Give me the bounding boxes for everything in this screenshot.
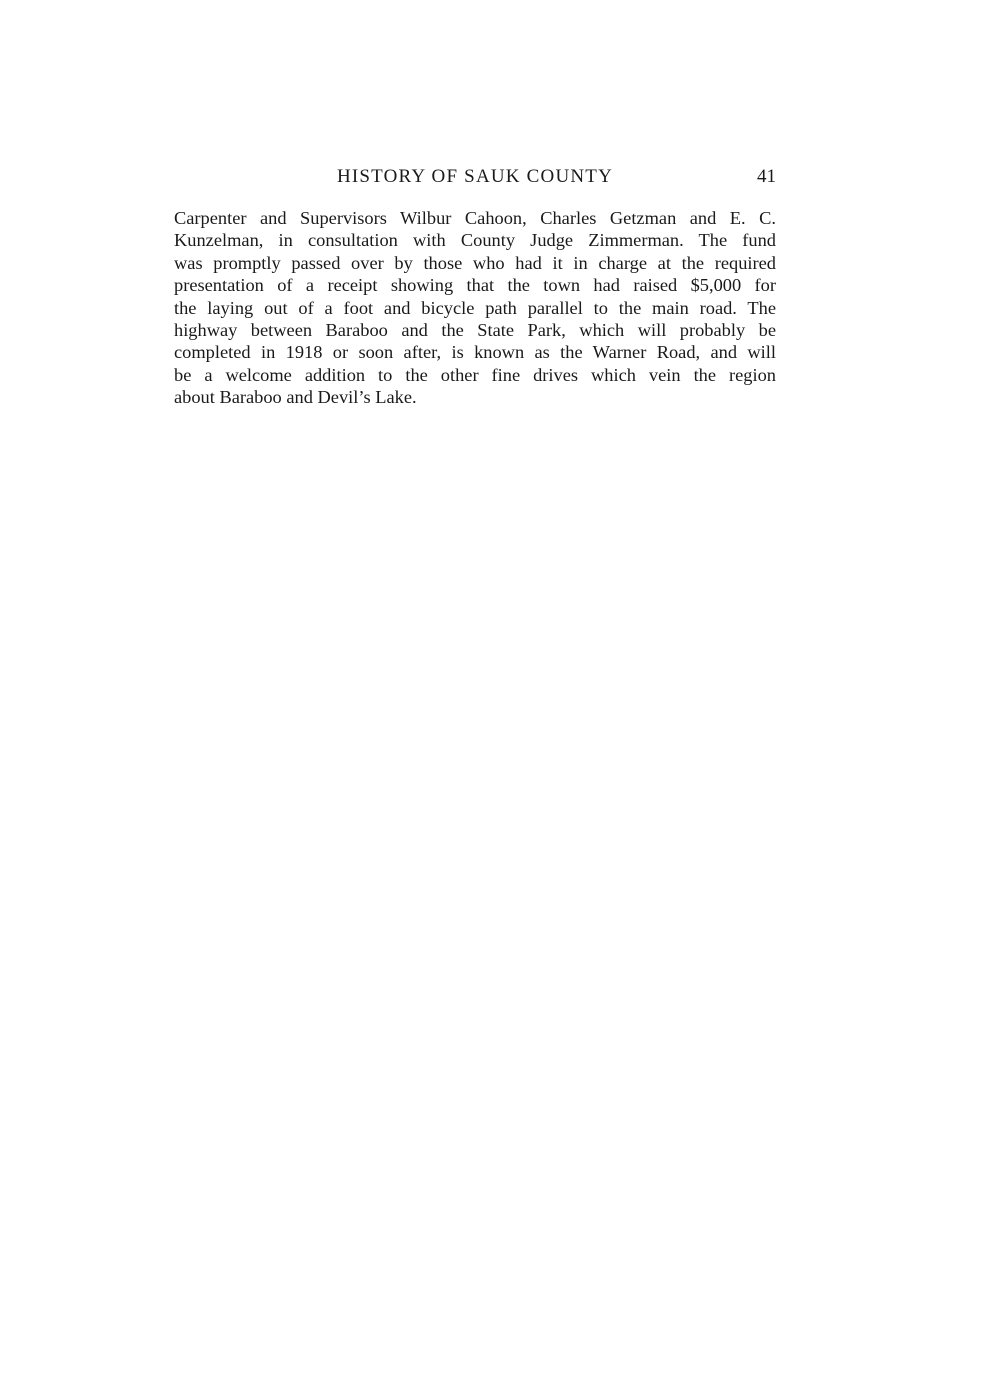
- text-line: Carpenter and Supervisors Wilbur Cahoon, Charles Getzman and E. C.: [174, 208, 776, 228]
- text-line: completed in 1918 or soon after, is known as the Warner Road, and will: [174, 342, 776, 363]
- text-line: the laying out of a foot and bicycle path parallel to the main road. The: [174, 297, 776, 318]
- page-number: 41: [757, 166, 776, 187]
- text-line: Kunzelman, in consultation with County Judge Zimmerman. The fund: [174, 230, 776, 251]
- body-paragraph: [174, 207, 776, 409]
- running-title: HISTORY OF SAUK COUNTY: [336, 166, 614, 187]
- running-head: [174, 166, 776, 190]
- text-line: was promptly passed over by those who had it in charge at the required: [174, 252, 776, 273]
- text-line: highway between Baraboo and the State Park, which will probably be: [174, 319, 776, 340]
- text-line: presentation of a receipt showing that the town had raised $5,000 for: [174, 275, 776, 296]
- text-line: be a welcome addition to the other fine drives which vein the region: [174, 364, 776, 385]
- text-line: about Baraboo and Devil’s Lake.: [174, 387, 417, 408]
